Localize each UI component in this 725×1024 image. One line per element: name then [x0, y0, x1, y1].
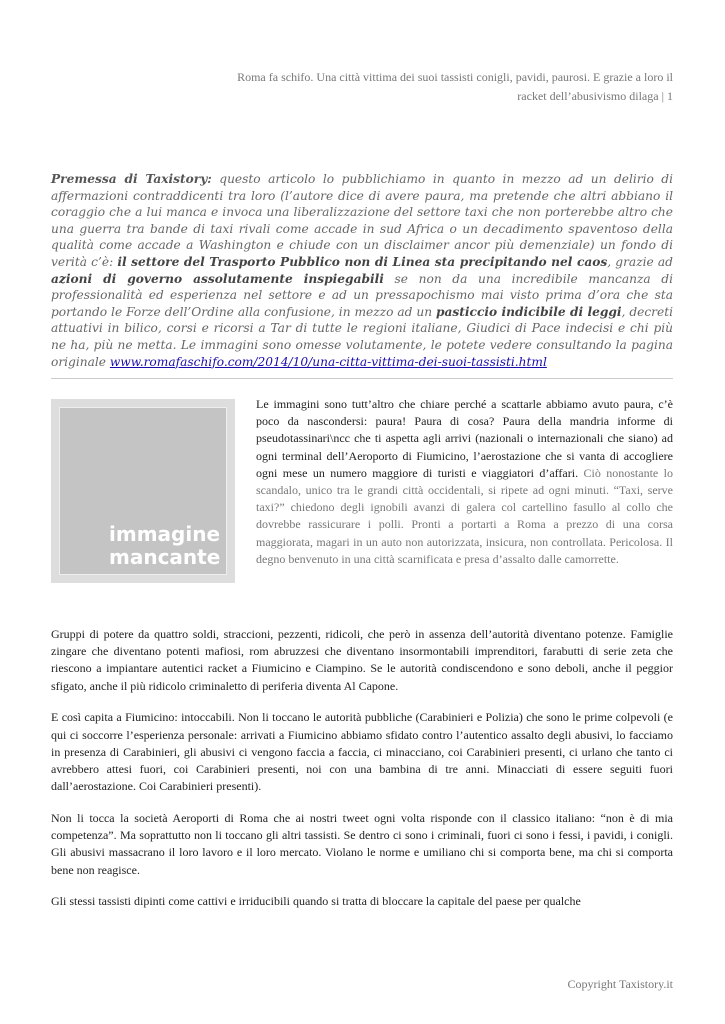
page-header: [153, 68, 673, 106]
premessa-bold-1: il settore del Trasporto Pubblico non di Linea sta precipitando nel caos: [117, 254, 608, 269]
body-paragraph-1: Gruppi di potere da quattro soldi, straccioni, pezzenti, ridicoli, che però in assenza dell’autorità diventano potenze. Famiglie zingare che diventano potenti mafiosi, rom abruzzesi che diventano insormontabili imprenditori, farabutti di serie zeta che riescono a impiantare autentici racket a Fiumicino e Ciampino. Se le autorità condiscendono e sono deboli, anche il peggior sfigato, anche il più ridicolo criminaletto di periferia diventa Al Capone.: [51, 627, 673, 693]
article-body: [51, 626, 673, 925]
section-divider: [51, 378, 673, 379]
placeholder-text: [109, 523, 249, 569]
body-paragraph-4: Gli stessi tassisti dipinti come cattivi e irriducibili quando si tratta di bloccare la capitale del paese per qualche: [51, 894, 581, 909]
premessa-lead: Premessa di Taxistory:: [51, 172, 212, 186]
premessa-bold-2: azioni di governo assolutamente inspiegabili: [51, 271, 384, 286]
body-paragraph-3: Non li tocca la società Aeroporti di Roma che ai nostri tweet ogni volta risponde con il classico italiano: “non è di mia competenza”. Ma soprattutto non li toccano gli altri tassisti. Se dentro ci sono i criminali, fuori ci sono i fessi, i pavidi, i conigli. Gli abusivi massacrano il loro lavoro e il loro mercato. Violano le norme e umiliano chi si comporta bene, ma chi si comporta bene non reagisce.: [51, 811, 673, 877]
missing-image-placeholder: [51, 399, 235, 583]
placeholder-line1: immagine: [109, 522, 221, 546]
header-title-line2: racket dell’abusivismo dilaga | 1: [517, 89, 673, 103]
premessa-paragraph: [51, 171, 673, 370]
premessa-bold-3: pasticcio indicibile di leggi: [436, 304, 622, 319]
side-text-grey: Ciò nonostante lo scandalo, unico tra le grandi città occidentali, si ripete ad ogni minuti. “Taxi, serve taxi?” chiedono degli ignobili avanzi di galera col cartellino fasullo al collo che dovrebbe rassicurare i polli. Pronti a portarti a Roma a prezzo di una corsa maggiorata, magari in un auto non autorizzata, insicura, non controllata. Pericolosa. Il degno benvenuto in una città scarnificata e presa d’assalto dalle camorrette.: [256, 465, 673, 566]
image-side-paragraph: [256, 396, 673, 568]
premessa-text-1: questo articolo lo pubblichiamo in quanto in mezzo ad un delirio di affermazioni contraddicenti tra loro (l’autore dice di avere paura, ma pretende che altri abbiano il coraggio che a lui manca e invoca una liberalizzazione del settore taxi che non porterebbe altro che una guerra tra bande di taxi rivali come accade in sud Africa o un decadimento spaventoso della qualità come accade a Washington e chiude con un disclaimer ancor più demenziale) un fondo di verità c’è:: [51, 172, 673, 269]
premessa-text-2: , grazie ad: [607, 254, 673, 269]
premessa-text-4: , decreti attuativi in bilico, corsi e ricorsi a Tar di tutte le regioni italiane, Giudici di Pace indecisi e chi più ne ha, più ne metta. Le immagini sono omesse volutamente, le potete vedere consultando la pagina originale: [51, 304, 673, 369]
header-title-line1: Roma fa schifo. Una città vittima dei suoi tassisti conigli, pavidi, paurosi. E grazie a loro il: [237, 70, 673, 84]
premessa-text-3: se non da una incredibile mancanza di professionalità ed esperienza nel settore e ad un pressapochismo mai visto prima d’ora che sta portando le Forze dell’Ordine alla confusione, in mezzo ad un: [51, 271, 673, 319]
placeholder-line2: mancante: [109, 545, 221, 569]
page-footer-copyright: Copyright Taxistory.it: [567, 977, 673, 991]
side-text-dark: Le immagini sono tutt’altro che chiare perché a scattarle abbiamo avuto paura, c’è poco da nascondersi: paura! Paura di cosa? Paura della mandria informe di pseudotassinari\ncc che ti aspetta agli arrivi (nazionali o internazionali che siano) ad ogni terminal dell’Aeroporto di Fiumicino, l’aerostazione che si vanta di accogliere ogni mese un numero maggiore di turisti e viaggiatori d’affari.: [256, 397, 673, 480]
source-link[interactable]: www.romafaschifo.com/2014/10/una-citta-vittima-dei-suoi-tassisti.html: [109, 354, 547, 369]
body-paragraph-2: E così capita a Fiumicino: intoccabili. Non li toccano le autorità pubbliche (Carabinieri e Polizia) che sono le prime colpevoli (e qui ci soccorre l’esperienza personale: arrivati a Fiumicino abbiamo sfidato contro l’autentico assalto degli abusivi, lo facciamo in presenza di Carabinieri, gli abusivi ci vengono faccia a faccia, ci minacciano, coi Carabinieri presenti, ci urlano che tanto ci avrebbero attesi fuori, coi Carabinieri presenti, noi con una bambina di tre anni. Minacciati di essere seguiti fuori dall’aerostazione. Coi Carabinieri presenti).: [51, 710, 673, 794]
